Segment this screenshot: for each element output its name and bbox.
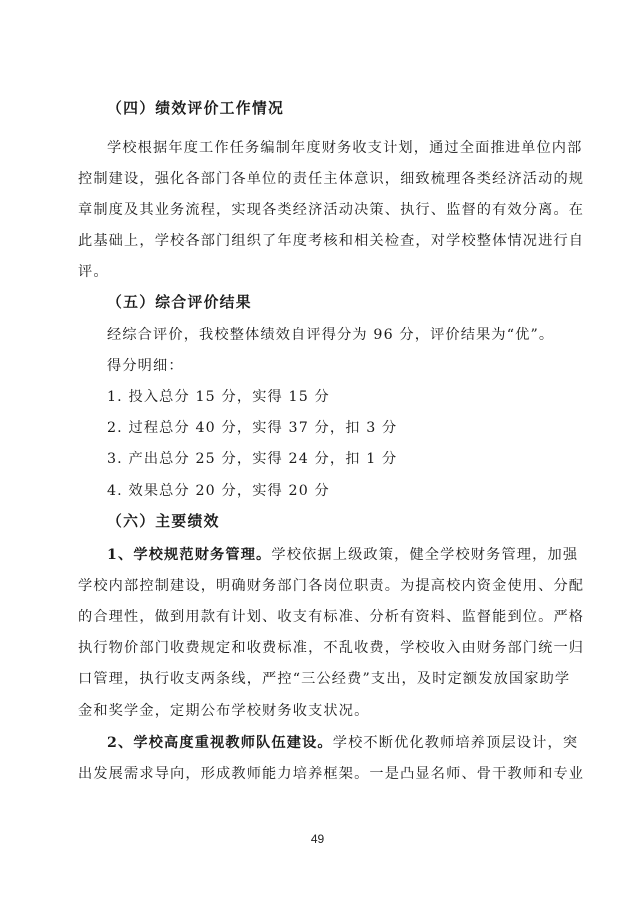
section-6-p2-line-1 [107,733,579,753]
section-6-p1-line-3: 的合理性，做到用款有计划、收支有标准、分析有资料、监督能到位。严格 [78,609,585,625]
section-6-p1-line-5: 口管理，执行收支两条线，严控“三公经费”支出，及时定额发放国家助学 [78,671,571,687]
score-detail-label: 得分明细： [107,358,184,374]
section-5-heading: （五）综合评价结果 [107,294,252,311]
page-number: 49 [310,832,325,846]
section-6-p1-line-2: 学校内部控制建设，明确财务部门各岗位职责。为提高校内资金使用、分配 [78,578,585,594]
section-4-heading: （四）绩效评价工作情况 [107,100,285,117]
section-4-line-5: 评。 [78,264,109,280]
section-4-line-1: 学校根据年度工作任务编制年度财务收支计划，通过全面推进单位内部 [107,140,583,156]
section-6-p2-lead: 2、学校高度重视教师队伍建设。 [107,735,333,751]
score-item-1: 1. 投入总分 15 分，实得 15 分 [107,389,330,405]
score-item-2: 2. 过程总分 40 分，实得 37 分，扣 3 分 [107,420,398,436]
section-6-p2-first-rest: 学校不断优化教师培养顶层设计，突 [332,735,579,751]
section-6-p1-lead: 1、学校规范财务管理。 [107,547,272,563]
section-6-p1-line-4: 执行物价部门收费规定和收费标准，不乱收费，学校收入由财务部门统一归 [78,640,585,656]
section-6-p2-line-2: 出发展需求导向，形成教师能力培养框架。一是凸显名师、骨干教师和专业 [78,766,585,782]
section-5-summary: 经综合评价，我校整体绩效自评得分为 96 分，评价结果为“优”。 [107,327,555,343]
section-4-line-2: 控制建设，强化各部门各单位的责任主体意识，细致梳理各类经济活动的规 [78,171,585,187]
score-item-3: 3. 产出总分 25 分，实得 24 分，扣 1 分 [107,451,398,467]
section-6-heading: （六）主要绩效 [107,513,220,530]
section-6-p1-first-rest: 学校依据上级政策，健全学校财务管理，加强 [271,547,579,563]
score-item-4: 4. 效果总分 20 分，实得 20 分 [107,483,330,499]
section-6-p1-line-6: 金和奖学金，定期公布学校财务收支状况。 [78,703,370,719]
section-6-p1-line-1 [107,545,579,565]
section-4-line-4: 此基础上，学校各部门组织了年度考核和相关检查，对学校整体情况进行自 [78,233,585,249]
section-4-line-3: 章制度及其业务流程，实现各类经济活动决策、执行、监督的有效分离。在 [78,202,585,218]
